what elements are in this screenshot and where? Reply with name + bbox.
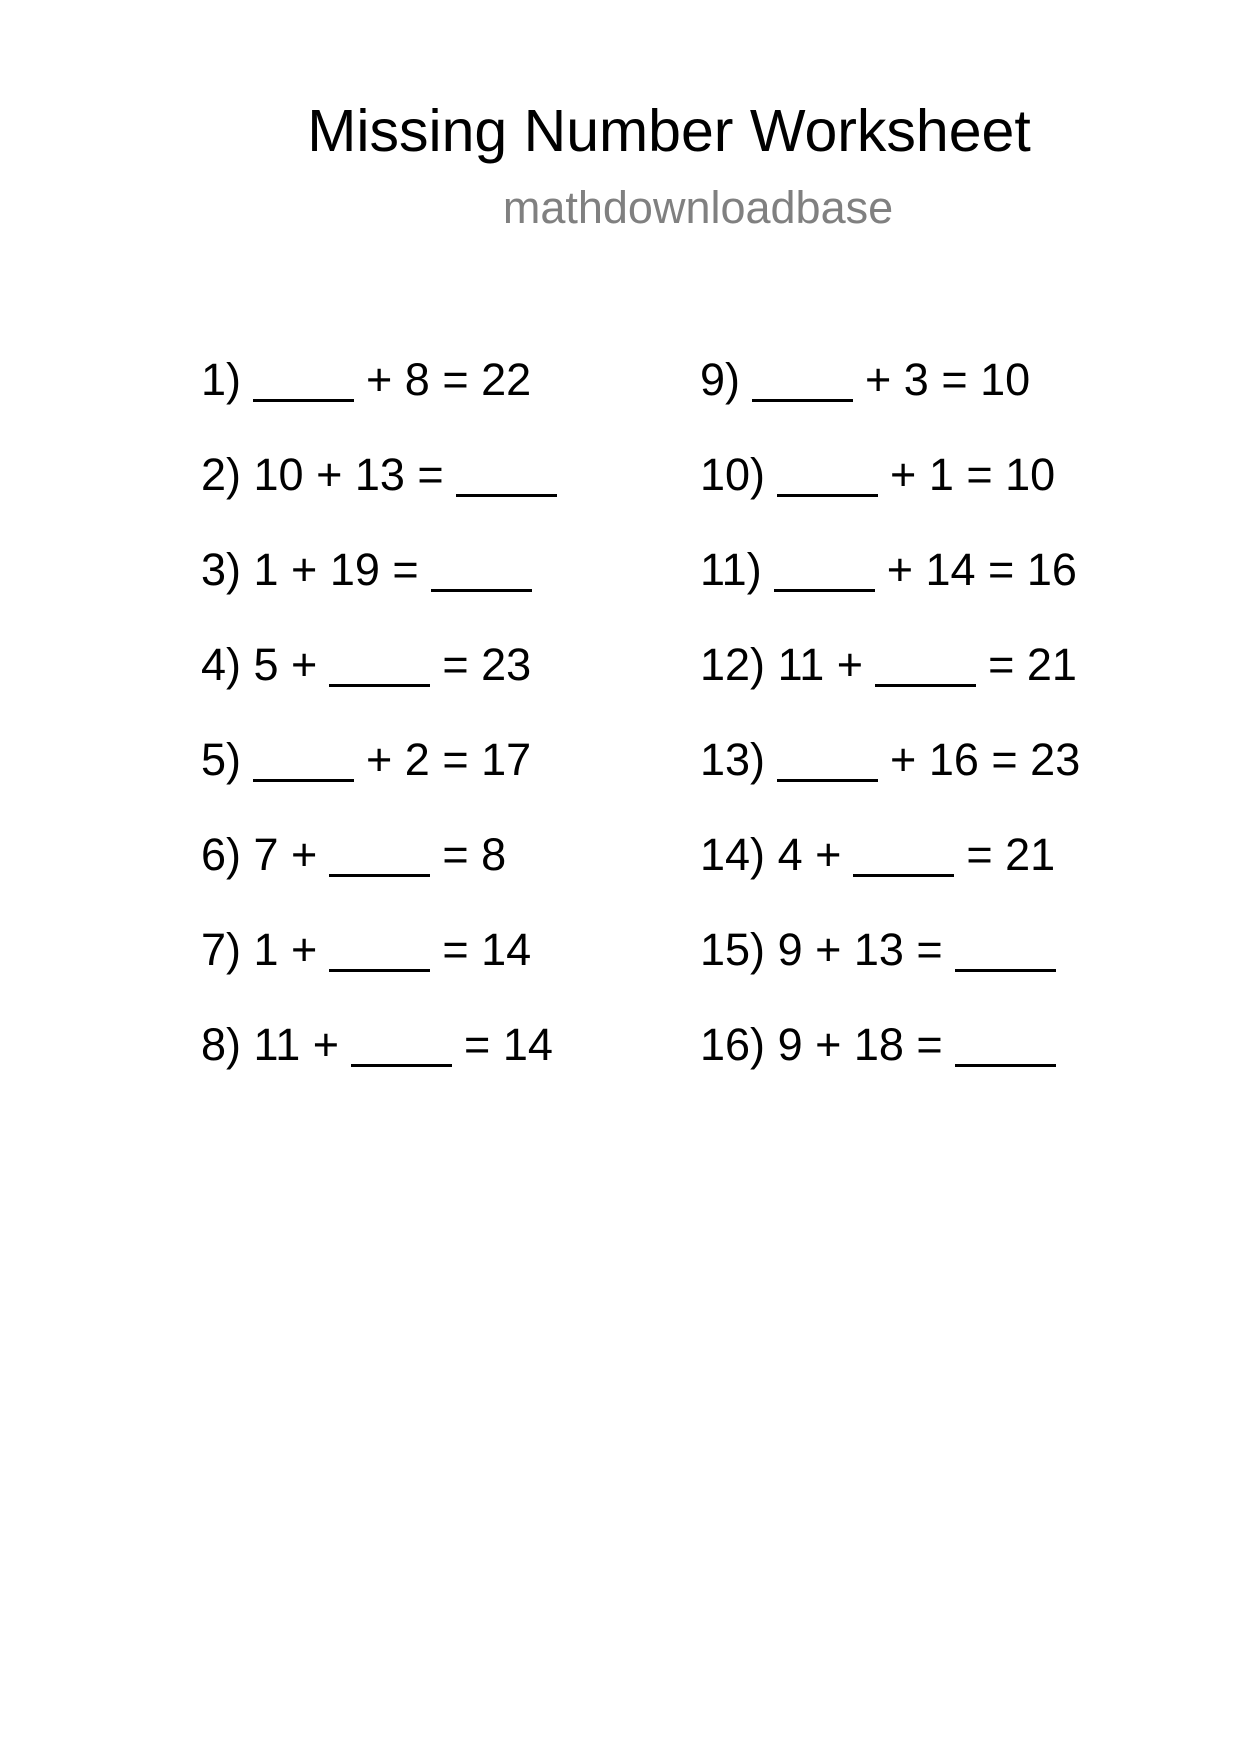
answer-blank[interactable] [253, 779, 354, 782]
problem-number: 14) [700, 829, 766, 880]
problem-number: 9) [700, 354, 741, 405]
problem-text: 4 + [777, 829, 842, 880]
problem-text: + 1 = 10 [890, 449, 1056, 500]
problem-number: 3) [201, 544, 242, 595]
problem-text: = 8 [442, 829, 507, 880]
problem-text: = 21 [966, 829, 1056, 880]
answer-blank[interactable] [329, 684, 430, 687]
answer-blank[interactable] [329, 969, 430, 972]
problem-number: 7) [201, 924, 242, 975]
answer-blank[interactable] [777, 494, 878, 497]
problem-text: + 14 = 16 [886, 544, 1077, 595]
problem-number: 1) [201, 354, 242, 405]
problem-11 [700, 545, 1077, 595]
problem-text: = 21 [988, 639, 1077, 690]
problem-text: 9 + 18 = [777, 1019, 943, 1070]
problem-number: 2) [201, 449, 242, 500]
problem-3 [201, 545, 544, 595]
problem-2 [201, 450, 569, 500]
problem-number: 11) [700, 544, 762, 595]
problem-15 [700, 925, 1068, 975]
answer-blank[interactable] [853, 874, 954, 877]
problem-8 [201, 1020, 553, 1070]
problem-text: 1 + [253, 924, 318, 975]
answer-blank[interactable] [253, 399, 354, 402]
problem-4 [201, 640, 531, 690]
problem-text: = 23 [442, 639, 532, 690]
answer-blank[interactable] [955, 1064, 1056, 1067]
answer-blank[interactable] [351, 1064, 452, 1067]
answer-blank[interactable] [456, 494, 557, 497]
worksheet-subtitle: mathdownloadbase [502, 182, 894, 233]
problem-12 [700, 640, 1077, 690]
problem-text: 1 + 19 = [253, 544, 419, 595]
problem-number: 12) [700, 639, 766, 690]
problem-7 [201, 925, 531, 975]
worksheet-title: Missing Number Worksheet [307, 98, 1031, 164]
problem-14 [700, 830, 1055, 880]
problem-number: 8) [201, 1019, 242, 1070]
answer-blank[interactable] [777, 779, 878, 782]
answer-blank[interactable] [774, 589, 875, 592]
problem-6 [201, 830, 506, 880]
problem-text: 9 + 13 = [777, 924, 943, 975]
problem-text: + 16 = 23 [890, 734, 1081, 785]
problem-text: + 8 = 22 [366, 354, 532, 405]
problem-text: 10 + 13 = [253, 449, 444, 500]
problem-text: = 14 [442, 924, 532, 975]
answer-blank[interactable] [955, 969, 1056, 972]
problem-text: 5 + [253, 639, 318, 690]
problem-number: 10) [700, 449, 766, 500]
problem-13 [700, 735, 1080, 785]
problem-text: 11 + [777, 639, 864, 690]
problem-text: + 3 = 10 [865, 354, 1031, 405]
answer-blank[interactable] [752, 399, 853, 402]
problem-text: + 2 = 17 [366, 734, 532, 785]
problem-1 [201, 355, 531, 405]
answer-blank[interactable] [329, 874, 430, 877]
answer-blank[interactable] [431, 589, 532, 592]
problem-number: 6) [201, 829, 242, 880]
answer-blank[interactable] [875, 684, 976, 687]
problem-number: 15) [700, 924, 766, 975]
problem-number: 16) [700, 1019, 766, 1070]
problem-16 [700, 1020, 1068, 1070]
problem-number: 4) [201, 639, 242, 690]
problem-5 [201, 735, 531, 785]
problem-text: = 14 [464, 1019, 553, 1070]
problem-number: 13) [700, 734, 766, 785]
problem-text: 11 + [253, 1019, 340, 1070]
problem-10 [700, 450, 1055, 500]
problem-number: 5) [201, 734, 242, 785]
problem-9 [700, 355, 1030, 405]
problem-text: 7 + [253, 829, 318, 880]
